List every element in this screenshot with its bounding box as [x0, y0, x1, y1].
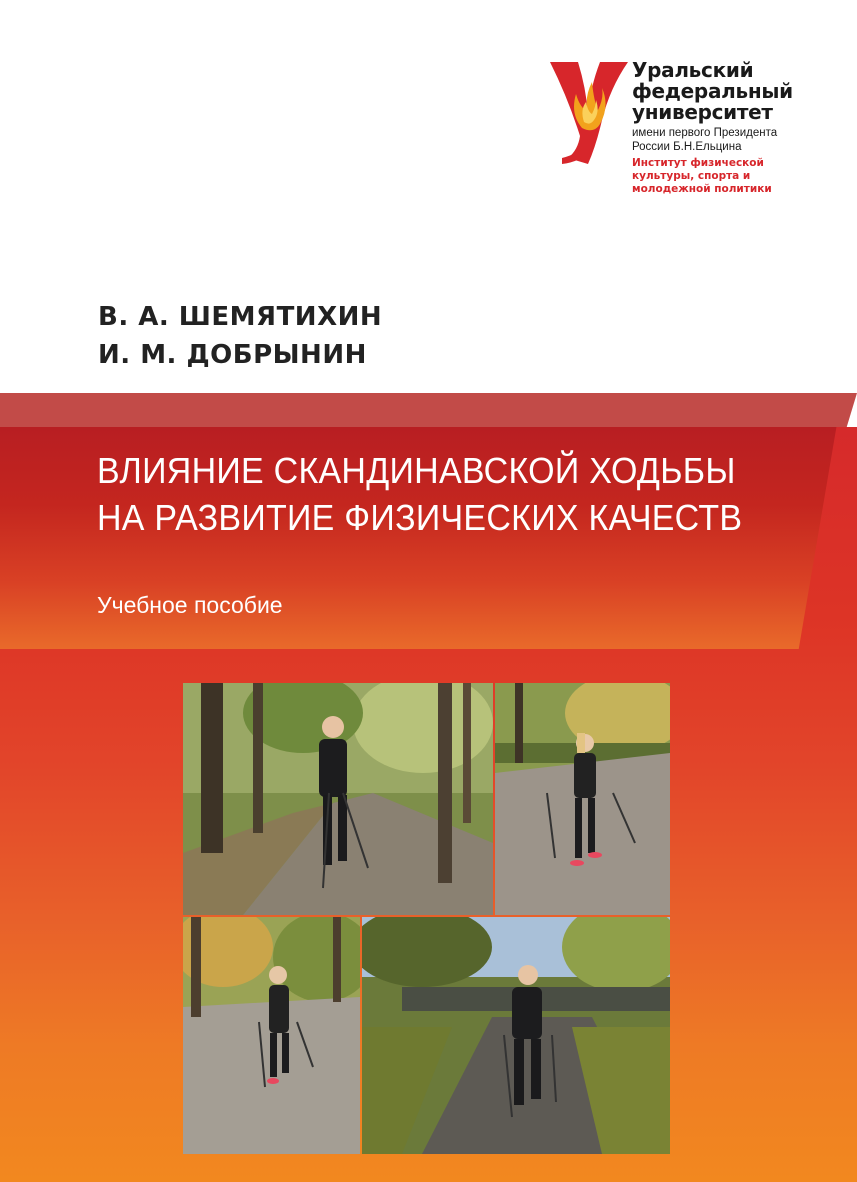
decorative-band	[0, 393, 857, 427]
university-name-line-2: федеральный	[632, 79, 793, 103]
book-subtitle: Учебное пособие	[97, 592, 283, 618]
university-name-line-3: университет	[632, 100, 773, 124]
university-subtitle-line-2: России Б.Н.Ельцина	[632, 141, 742, 153]
authors-block	[98, 298, 382, 374]
university-name-line-1: Уральский	[632, 58, 754, 82]
institute-line-3: молодежной политики	[632, 183, 772, 195]
author-1: В. А. ШЕМЯТИХИН	[98, 302, 383, 332]
book-title	[97, 447, 742, 541]
photo-woman-park	[495, 683, 670, 915]
university-name-block	[632, 60, 852, 196]
book-title-line-1: ВЛИЯНИЕ СКАНДИНАВСКОЙ ХОДЬБЫ	[97, 450, 736, 491]
university-logo	[548, 58, 630, 166]
photo-woman-autumn-path	[183, 917, 360, 1154]
author-2: И. М. ДОБРЫНИН	[98, 340, 367, 370]
institute-line-2: культуры, спорта и	[632, 170, 751, 182]
university-subtitle-line-1: имени первого Президента	[632, 127, 778, 139]
photo-man-forest-path	[183, 683, 493, 915]
book-title-line-2: НА РАЗВИТИЕ ФИЗИЧЕСКИХ КАЧЕСТВ	[97, 497, 743, 538]
photo-man-park-stairs	[362, 917, 670, 1154]
institute-line-1: Институт физической	[632, 157, 764, 169]
